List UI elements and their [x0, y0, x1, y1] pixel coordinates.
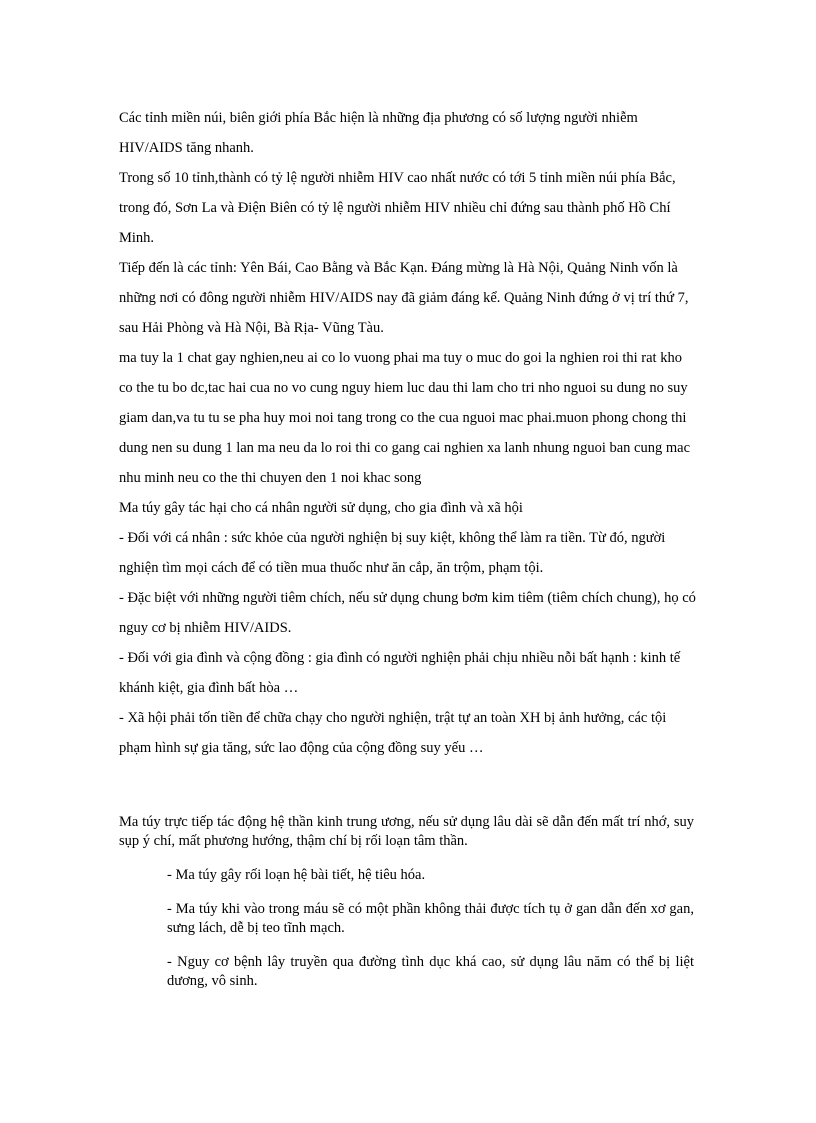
section-health-effects: [119, 813, 694, 1006]
paragraph: - Đối với gia đình và cộng đồng : gia đình có người nghiện phải chịu nhiều nỗi bất hạnh : kinh tế khánh kiệt, gia đình bất hòa …: [119, 650, 681, 696]
section-drug-harms: [119, 343, 699, 763]
paragraph: Ma túy trực tiếp tác động hệ thần kinh trung ương, nếu sử dụng lâu dài sẽ dẫn đến mất trí nhớ, suy sụp ý chí, mất phương hướng, thậm chí bị rối loạn tâm thần.: [119, 814, 694, 849]
paragraph: - Xã hội phải tốn tiền để chữa chạy cho người nghiện, trật tự an toàn XH bị ảnh hưởng, các tội phạm hình sự gia tăng, sức lao động của cộng đồng suy yếu …: [119, 710, 667, 756]
paragraph: - Đối với cá nhân : sức khỏe của người nghiện bị suy kiệt, không thể làm ra tiền. Từ đó, người nghiện tìm mọi cách để có tiền mua thuốc như ăn cắp, ăn trộm, phạm tội.: [119, 530, 666, 576]
paragraph: Ma túy gây tác hại cho cá nhân người sử dụng, cho gia đình và xã hội: [119, 500, 523, 516]
paragraph: Tiếp đến là các tỉnh: Yên Bái, Cao Bằng và Bắc Kạn. Đáng mừng là Hà Nội, Quảng Ninh vốn là những nơi có đông người nhiễm HIV/AIDS nay đã giảm đáng kể. Quảng Ninh đứng ở vị trí thứ 7, sau Hải Phòng và Hà Nội, Bà Rịa- Vũng Tàu.: [119, 260, 689, 336]
paragraph: - Đặc biệt với những người tiêm chích, nếu sử dụng chung bơm kim tiêm (tiêm chích chung), họ có nguy cơ bị nhiễm HIV/AIDS.: [119, 590, 696, 636]
section-hiv-regions: [119, 103, 699, 343]
paragraph: Các tỉnh miền núi, biên giới phía Bắc hiện là những địa phương có số lượng người nhiễm HIV/AIDS tăng nhanh.: [119, 110, 638, 156]
list-item: - Ma túy khi vào trong máu sẽ có một phần không thải được tích tụ ở gan dẫn đến xơ gan, sưng lách, dễ bị teo tĩnh mạch.: [167, 901, 694, 936]
list-item: - Nguy cơ bệnh lây truyền qua đường tình dục khá cao, sử dụng lâu năm có thể bị liệt dương, vô sinh.: [167, 954, 694, 989]
paragraph: ma tuy la 1 chat gay nghien,neu ai co lo vuong phai ma tuy o muc do goi la nghien roi thi rat kho co the tu bo dc,tac hai cua no vo cung nguy hiem luc dau thi lam cho tri nho nguoi su dung no suy giam dan,va tu tu se pha huy moi noi tang trong co the cua nguoi mac phai.muon phong chong thi dung nen su dung 1 lan ma neu da lo roi thi co gang cai nghien xa lanh nhung nguoi ban cung mac nhu minh neu co the thi chuyen den 1 noi khac song: [119, 350, 691, 486]
paragraph: Trong số 10 tỉnh,thành có tỷ lệ người nhiễm HIV cao nhất nước có tới 5 tỉnh miền núi phía Bắc, trong đó, Sơn La và Điện Biên có tỷ lệ người nhiễm HIV nhiều chỉ đứng sau thành phố Hồ Chí Minh.: [119, 170, 676, 246]
list-item: - Ma túy gây rối loạn hệ bài tiết, hệ tiêu hóa.: [167, 867, 426, 883]
